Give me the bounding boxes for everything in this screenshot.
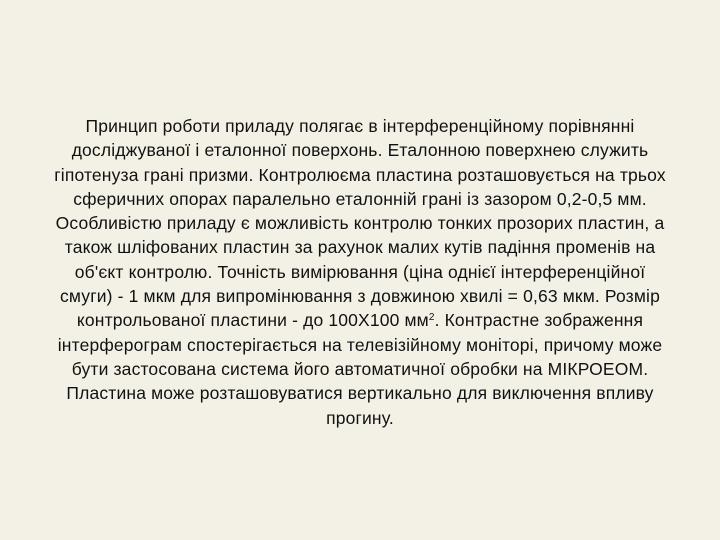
text-line: бути застосована система його автоматичної обробки на МІКРОЕОМ. bbox=[71, 358, 649, 379]
text-line-with-superscript bbox=[0, 308, 720, 332]
text-line: також шліфованих пластин за рахунок малих кутів падіння променів на bbox=[64, 237, 656, 258]
text-line: Пластина може розташовуватися вертикально для виключення впливу bbox=[66, 383, 654, 404]
text-line: об'єкт контролю. Точність вимірювання (ціна однієї інтерференційної bbox=[74, 261, 646, 282]
text-line: Особливістю приладу є можливість контролю тонких прозорих пластин, а bbox=[55, 213, 665, 234]
text-line: сферичних опорах паралельно еталонній грані із зазором 0,2-0,5 мм. bbox=[73, 188, 647, 209]
text-segment: контрольованої пластини - до 100Х100 мм bbox=[76, 310, 429, 331]
text-line: досліджуваної і еталонної поверхонь. Еталонною поверхнею служить bbox=[71, 140, 649, 161]
superscript: 2 bbox=[428, 312, 435, 324]
text-segment: . Контрастне зображення bbox=[434, 310, 644, 331]
body-paragraph bbox=[0, 114, 720, 430]
text-line: прогину. bbox=[326, 407, 394, 428]
text-line: гіпотенуза грані призми. Контролюєма пластина розташовується на трьох bbox=[54, 164, 666, 185]
text-line: Принцип роботи приладу полягає в інтерференційному порівнянні bbox=[85, 116, 635, 136]
text-line: смуги) - 1 мкм для випромінювання з довжиною хвилі = 0,63 мкм. Розмір bbox=[60, 286, 660, 307]
text-line: інтерферограм спостерігається на телевізійному моніторі, причому може bbox=[57, 334, 663, 355]
